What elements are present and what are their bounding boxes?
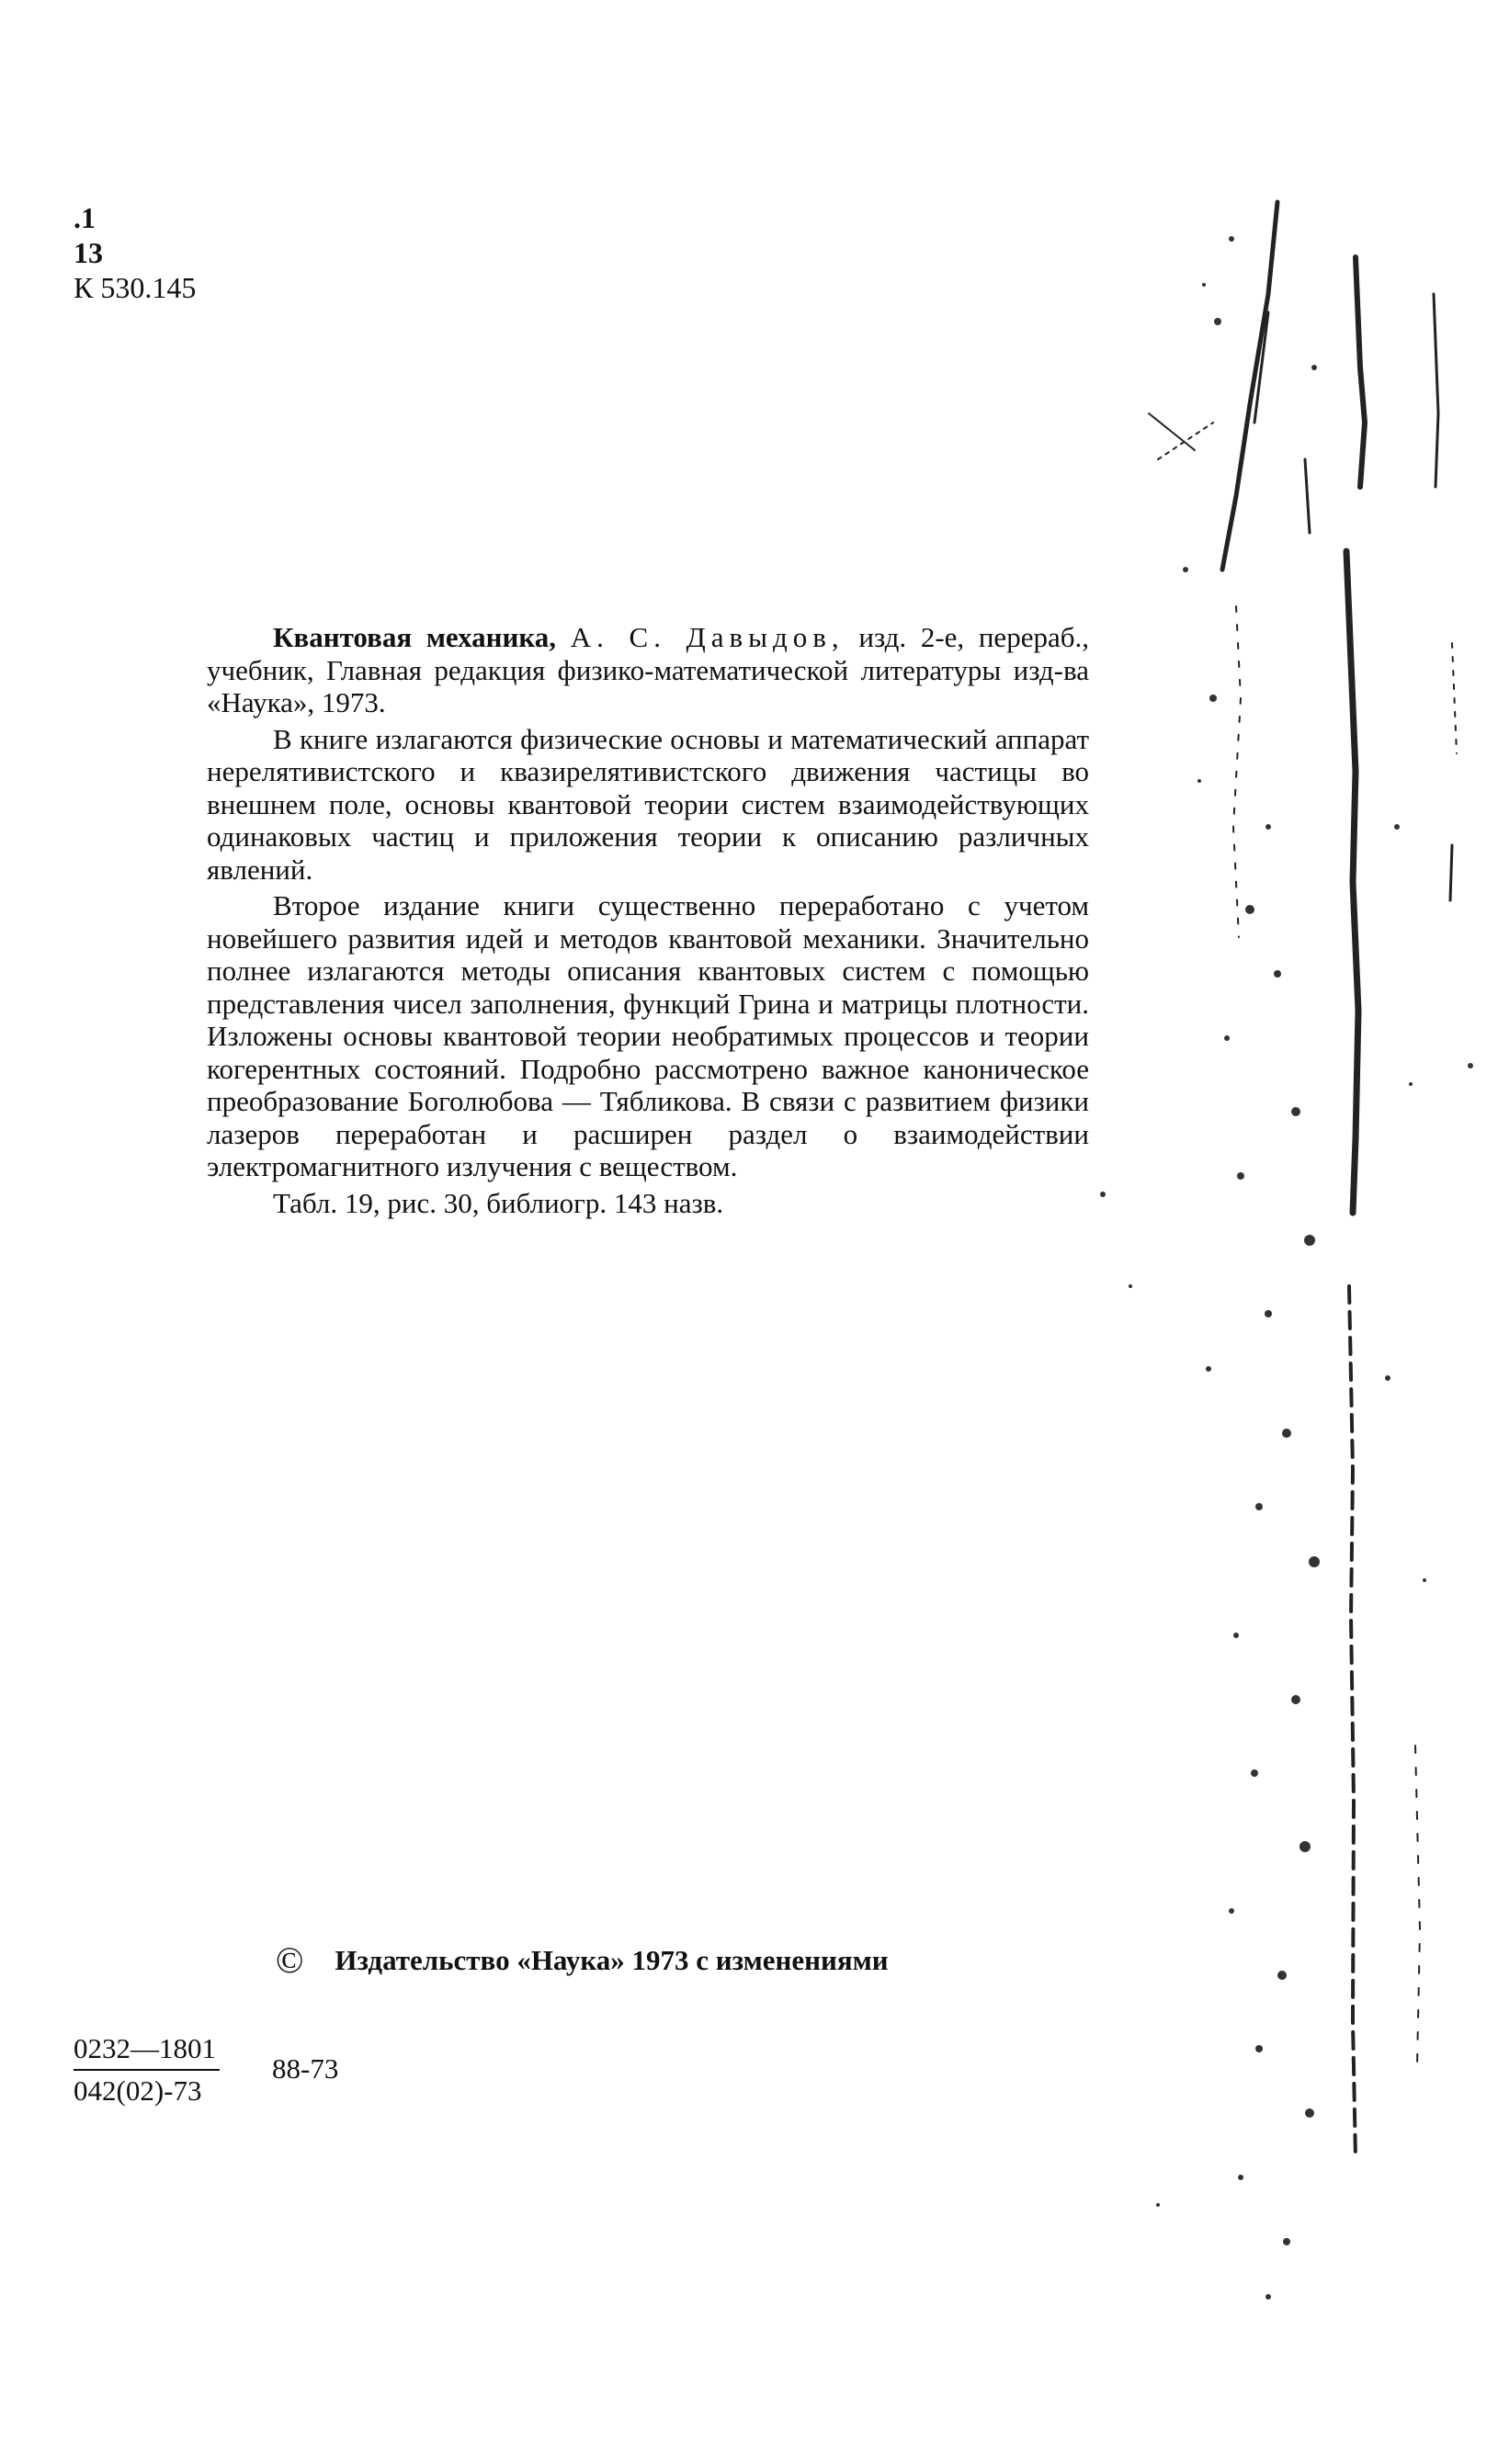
index-suffix: 88-73 bbox=[272, 2052, 339, 2085]
publication-details: изд. 2-е, перераб., учебник, Главная редакция физико-математической литературы изд-ва «Наука», 1973. bbox=[207, 621, 1089, 718]
udc-line-2: 13 bbox=[74, 236, 103, 269]
udc-code: К 530.145 bbox=[74, 271, 197, 304]
udc-line-1: .1 bbox=[74, 201, 96, 234]
publication-index-fraction bbox=[74, 2030, 220, 2109]
book-title: Квантовая механика, bbox=[273, 621, 557, 653]
index-numerator: 0232—1801 bbox=[74, 2030, 220, 2071]
book-annotation bbox=[207, 621, 1089, 1219]
annotation-stats: Табл. 19, рис. 30, библиогр. 143 назв. bbox=[273, 1186, 724, 1219]
udc-classification bbox=[74, 200, 196, 305]
annotation-paragraph-2: Второе издание книги существенно переработано с учетом новейшего развития идей и методов квантовой механики. Значительно полнее излагаются методы описания квантовых систем с помощью представления чисел заполнения, функций Грина и матрицы плотности. Изложены основы квантовой теории необратимых процессов и теории когерентных состояний. Подробно рассмотрено важное каноническое преобразование Боголюбова — Тябликова. В связи с развитием физики лазеров переработан и расширен раздел о взаимодействии электромагнитного излучения с веществом. bbox=[207, 889, 1089, 1182]
annotation-paragraph-1: В книге излагаются физические основы и математический аппарат нерелятивистского и квазирелятивистского движения частицы во внешнем поле, основы квантовой теории систем взаимодействующих одинаковых частиц и приложения теории к описанию различных явлений. bbox=[207, 722, 1089, 886]
book-author: А. С. Давыдов, bbox=[570, 621, 845, 653]
index-denominator: 042(02)-73 bbox=[74, 2074, 202, 2107]
copyright-notice bbox=[276, 1938, 889, 1982]
scan-margin-artifacts bbox=[993, 184, 1489, 2343]
copyright-icon: © bbox=[276, 1939, 304, 1981]
copyright-text: Издательство «Наука» 1973 с изменениями bbox=[335, 1944, 889, 1976]
bibliographic-entry bbox=[207, 621, 1089, 719]
